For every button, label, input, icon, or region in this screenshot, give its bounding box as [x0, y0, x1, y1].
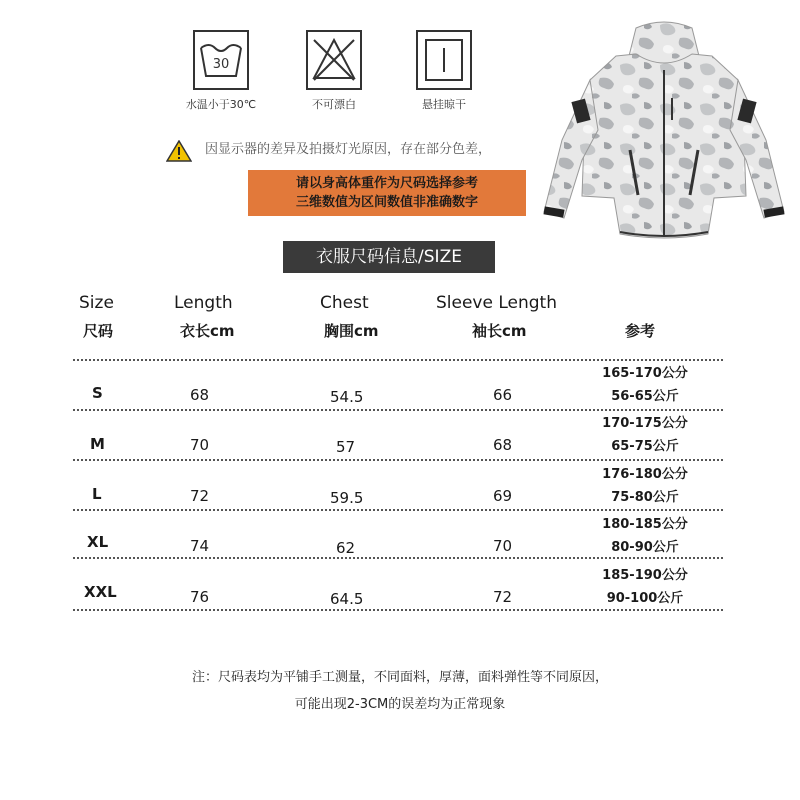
- header-size-en: Size: [79, 293, 114, 313]
- row-m-sleeve: 68: [493, 436, 513, 454]
- row-xl-chest: 62: [336, 539, 356, 557]
- row-xxl-weight: 90-100公斤: [606, 591, 684, 606]
- table-separator: [73, 409, 723, 411]
- header-length-zh: 衣长cm: [180, 322, 235, 340]
- header-sleeve-zh: 袖长cm: [472, 322, 527, 340]
- row-s-weight: 56-65公斤: [611, 389, 679, 404]
- notice-line-1: 请以身高体重作为尺码选择参考: [295, 176, 478, 191]
- row-l-reference: [590, 463, 700, 509]
- row-xl-length: 74: [190, 537, 210, 555]
- row-xl-reference: [590, 513, 700, 559]
- row-xxl-length: 76: [190, 588, 210, 606]
- row-xxl-reference: [590, 564, 700, 610]
- row-m-weight: 65-75公斤: [611, 439, 679, 454]
- row-l-height: 176-180公分: [602, 467, 688, 482]
- measurement-note-line-2: 可能出现2-3CM的误差均为正常现象: [294, 697, 506, 712]
- care-label-bleach: 不可漂白: [312, 98, 356, 111]
- size-selection-notice: [248, 170, 526, 216]
- header-chest-zh: 胸围cm: [324, 322, 379, 340]
- row-m-size: M: [90, 435, 105, 453]
- row-xl-size: XL: [87, 533, 109, 551]
- table-separator: [73, 509, 723, 511]
- table-separator: [73, 459, 723, 461]
- measurement-note-line-1: 注：尺码表均为平铺手工测量，不同面料，厚薄，面料弹性等不同原因，: [191, 670, 608, 685]
- row-m-height: 170-175公分: [602, 416, 688, 431]
- row-s-height: 165-170公分: [602, 366, 688, 381]
- row-l-chest: 59.5: [330, 489, 364, 507]
- no-bleach-icon: [306, 30, 362, 90]
- table-separator: [73, 359, 723, 361]
- row-s-sleeve: 66: [493, 386, 513, 404]
- row-l-weight: 75-80公斤: [611, 490, 679, 505]
- row-xxl-chest: 64.5: [330, 590, 364, 608]
- row-l-sleeve: 69: [493, 487, 513, 505]
- jacket-image: [538, 20, 790, 242]
- warning-icon: [166, 140, 192, 162]
- row-xxl-height: 185-190公分: [602, 568, 688, 583]
- row-s-chest: 54.5: [330, 388, 364, 406]
- header-chest-en: Chest: [320, 293, 369, 313]
- row-xxl-sleeve: 72: [493, 588, 513, 606]
- row-m-reference: [590, 412, 700, 458]
- row-l-size: L: [92, 485, 102, 503]
- header-sleeve-en: Sleeve Length: [436, 293, 557, 313]
- wash-temp-number: 30: [212, 57, 230, 72]
- row-m-length: 70: [190, 436, 210, 454]
- row-m-chest: 57: [336, 438, 356, 456]
- row-l-length: 72: [190, 487, 210, 505]
- row-s-length: 68: [190, 386, 210, 404]
- size-table-title: 衣服尺码信息/SIZE: [283, 241, 495, 273]
- row-xl-sleeve: 70: [493, 537, 513, 555]
- row-s-reference: [590, 362, 700, 408]
- header-ref-zh: 参考: [625, 322, 656, 340]
- row-xl-weight: 80-90公斤: [611, 540, 679, 555]
- header-length-en: Length: [174, 293, 233, 313]
- row-xl-height: 180-185公分: [602, 517, 688, 532]
- header-size-zh: 尺码: [83, 322, 114, 340]
- row-s-size: S: [92, 384, 103, 402]
- hang-dry-icon: [416, 30, 472, 90]
- row-xxl-size: XXL: [84, 583, 117, 601]
- notice-line-2: 三维数值为区间数值非准确数字: [295, 195, 478, 210]
- care-label-dry: 悬挂晾干: [422, 98, 466, 111]
- care-label-wash: 水温小于30℃: [185, 98, 257, 111]
- color-difference-warning: 因显示器的差异及拍摄灯光原因，存在部分色差，: [205, 142, 492, 157]
- wash-30-icon: [193, 30, 249, 90]
